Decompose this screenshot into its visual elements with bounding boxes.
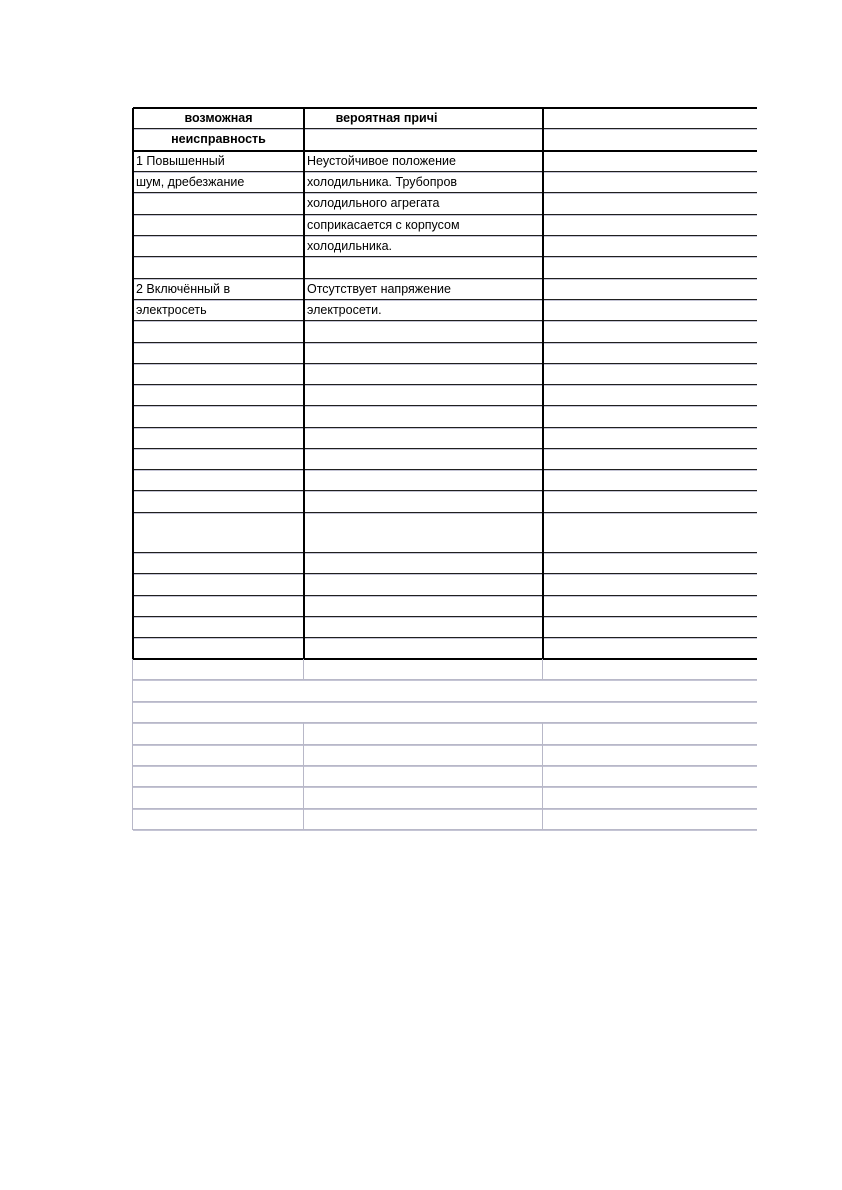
cause-cell: соприкасается с корпусом (307, 218, 460, 232)
table-rule-shadow (133, 406, 757, 407)
fault-cell: 1 Повышенный (136, 154, 225, 168)
column-border-light (132, 659, 133, 680)
column-border-light (542, 723, 543, 830)
table-rule-shadow (133, 809, 757, 810)
table-rule (133, 658, 757, 660)
header-fault: возможная (184, 111, 253, 125)
table-rule-shadow (133, 574, 757, 575)
cause-cell: электросети. (307, 303, 382, 317)
table-rule-shadow (133, 787, 757, 788)
table-rule-shadow (133, 470, 757, 471)
fault-cell (133, 236, 304, 257)
table-rule-shadow (133, 745, 757, 746)
table-rule-shadow (133, 766, 757, 767)
column-border (542, 108, 544, 659)
table-rule-shadow (133, 723, 757, 724)
header-remedy (543, 108, 757, 129)
table-rule-shadow (133, 702, 757, 703)
fault-cell (133, 257, 304, 278)
table-rule-shadow (133, 830, 757, 831)
table-rule-shadow (133, 449, 757, 450)
fault-cell: шум, дребезжание (136, 175, 245, 189)
table-rule-shadow (133, 513, 757, 514)
column-border-light (303, 659, 304, 680)
table-rule-shadow (133, 364, 757, 365)
table-rule-shadow (133, 596, 757, 597)
cause-cell: Отсутствует напряжение (307, 282, 451, 296)
column-border-light (132, 680, 133, 723)
table-rule-shadow (133, 638, 757, 639)
cause-cell (304, 257, 469, 278)
cause-cell: холодильника. (307, 239, 393, 253)
table-rule-shadow (133, 553, 757, 554)
cause-cell: холодильного агрегата (307, 196, 440, 210)
column-border-light (132, 723, 133, 830)
fault-cell (133, 193, 304, 214)
table-rule-shadow (133, 491, 757, 492)
header-fault-cont: неисправность (171, 132, 266, 146)
fault-cell: электросеть (136, 303, 207, 317)
table-rule-shadow (133, 321, 757, 322)
fault-cell: 2 Включённый в (136, 282, 231, 296)
table-rule-shadow (133, 680, 757, 681)
fault-cell (133, 215, 304, 236)
column-border-light (542, 659, 543, 680)
cause-cell: Неустойчивое положение (307, 154, 456, 168)
table-rule-shadow (133, 428, 757, 429)
header-cause: вероятная причі (335, 111, 438, 125)
cause-cell: холодильника. Трубопров (307, 175, 458, 189)
table-rule-shadow (133, 343, 757, 344)
table-rule-shadow (133, 385, 757, 386)
table-rule-shadow (133, 617, 757, 618)
column-border-light (303, 723, 304, 830)
